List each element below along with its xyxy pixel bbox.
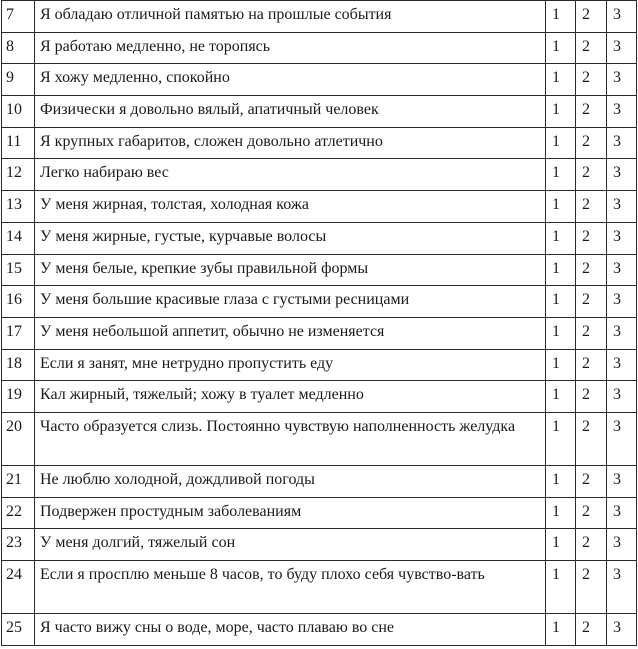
question-number: 18 [2, 349, 35, 381]
score-option-3[interactable]: 3 [607, 64, 637, 96]
question-number: 25 [2, 614, 35, 646]
score-option-1[interactable]: 1 [546, 412, 576, 465]
question-text: Часто образуется слизь. Постоянно чувствую наполненность желудка [35, 412, 546, 465]
question-text: У меня жирная, толстая, холодная кожа [35, 191, 546, 223]
score-option-3[interactable]: 3 [607, 412, 637, 465]
score-option-1[interactable]: 1 [546, 561, 576, 614]
score-option-2[interactable]: 2 [576, 412, 607, 465]
score-option-3[interactable]: 3 [607, 317, 637, 349]
question-row [2, 381, 637, 413]
question-number: 10 [2, 96, 35, 128]
question-number: 11 [2, 127, 35, 159]
score-option-1[interactable]: 1 [546, 381, 576, 413]
question-row [2, 614, 637, 646]
score-option-1[interactable]: 1 [546, 317, 576, 349]
score-option-2[interactable]: 2 [576, 529, 607, 561]
question-row [2, 32, 637, 64]
question-text: Подвержен простудным заболеваниям [35, 497, 546, 529]
question-text: Не люблю холодной, дождливой погоды [35, 465, 546, 497]
score-option-1[interactable]: 1 [546, 96, 576, 128]
score-option-1[interactable]: 1 [546, 32, 576, 64]
question-text: Если я просплю меньше 8 часов, то буду плохо себя чувство-вать [35, 561, 546, 614]
score-option-1[interactable]: 1 [546, 614, 576, 646]
score-option-2[interactable]: 2 [576, 1, 607, 33]
question-number: 15 [2, 254, 35, 286]
score-option-2[interactable]: 2 [576, 127, 607, 159]
question-number: 7 [2, 1, 35, 33]
score-option-1[interactable]: 1 [546, 222, 576, 254]
questionnaire-table [1, 0, 637, 646]
question-text: Если я занят, мне нетрудно пропустить еду [35, 349, 546, 381]
score-option-2[interactable]: 2 [576, 254, 607, 286]
question-text: У меня небольшой аппетит, обычно не изменяется [35, 317, 546, 349]
question-text: Я часто вижу сны о воде, море, часто плаваю во сне [35, 614, 546, 646]
score-option-2[interactable]: 2 [576, 497, 607, 529]
score-option-1[interactable]: 1 [546, 1, 576, 33]
question-row [2, 561, 637, 614]
score-option-3[interactable]: 3 [607, 159, 637, 191]
question-number: 20 [2, 412, 35, 465]
question-number: 17 [2, 317, 35, 349]
score-option-3[interactable]: 3 [607, 561, 637, 614]
score-option-3[interactable]: 3 [607, 191, 637, 223]
question-row [2, 64, 637, 96]
question-row [2, 497, 637, 529]
score-option-3[interactable]: 3 [607, 349, 637, 381]
score-option-1[interactable]: 1 [546, 191, 576, 223]
score-option-2[interactable]: 2 [576, 465, 607, 497]
score-option-1[interactable]: 1 [546, 254, 576, 286]
question-row [2, 412, 637, 465]
question-number: 19 [2, 381, 35, 413]
questionnaire-rows [2, 1, 637, 646]
question-text: Я хожу медленно, спокойно [35, 64, 546, 96]
score-option-1[interactable]: 1 [546, 286, 576, 318]
question-number: 12 [2, 159, 35, 191]
score-option-2[interactable]: 2 [576, 381, 607, 413]
score-option-3[interactable]: 3 [607, 127, 637, 159]
score-option-1[interactable]: 1 [546, 529, 576, 561]
question-text: Я работаю медленно, не торопясь [35, 32, 546, 64]
question-row [2, 317, 637, 349]
score-option-2[interactable]: 2 [576, 286, 607, 318]
score-option-1[interactable]: 1 [546, 349, 576, 381]
question-row [2, 96, 637, 128]
question-number: 23 [2, 529, 35, 561]
question-text: У меня белые, крепкие зубы правильной формы [35, 254, 546, 286]
question-text: Я крупных габаритов, сложен довольно атлетично [35, 127, 546, 159]
question-row [2, 529, 637, 561]
score-option-3[interactable]: 3 [607, 254, 637, 286]
score-option-3[interactable]: 3 [607, 1, 637, 33]
question-text: Я обладаю отличной памятью на прошлые события [35, 1, 546, 33]
question-text: Физически я довольно вялый, апатичный человек [35, 96, 546, 128]
question-row [2, 191, 637, 223]
question-row [2, 159, 637, 191]
score-option-1[interactable]: 1 [546, 64, 576, 96]
question-text: У меня большие красивые глаза с густыми ресницами [35, 286, 546, 318]
question-number: 24 [2, 561, 35, 614]
question-number: 8 [2, 32, 35, 64]
score-option-3[interactable]: 3 [607, 32, 637, 64]
score-option-2[interactable]: 2 [576, 159, 607, 191]
score-option-2[interactable]: 2 [576, 317, 607, 349]
question-number: 16 [2, 286, 35, 318]
question-row [2, 254, 637, 286]
score-option-1[interactable]: 1 [546, 159, 576, 191]
score-option-3[interactable]: 3 [607, 96, 637, 128]
question-number: 22 [2, 497, 35, 529]
score-option-1[interactable]: 1 [546, 497, 576, 529]
score-option-2[interactable]: 2 [576, 191, 607, 223]
question-number: 9 [2, 64, 35, 96]
question-row [2, 127, 637, 159]
score-option-1[interactable]: 1 [546, 127, 576, 159]
question-text: У меня долгий, тяжелый сон [35, 529, 546, 561]
question-text: Кал жирный, тяжелый; хожу в туалет медленно [35, 381, 546, 413]
score-option-2[interactable]: 2 [576, 349, 607, 381]
score-option-3[interactable]: 3 [607, 286, 637, 318]
score-option-3[interactable]: 3 [607, 614, 637, 646]
score-option-2[interactable]: 2 [576, 614, 607, 646]
question-row [2, 222, 637, 254]
question-number: 13 [2, 191, 35, 223]
question-row [2, 1, 637, 33]
question-number: 21 [2, 465, 35, 497]
score-option-2[interactable]: 2 [576, 222, 607, 254]
question-number: 14 [2, 222, 35, 254]
score-option-2[interactable]: 2 [576, 32, 607, 64]
question-row [2, 286, 637, 318]
score-option-3[interactable]: 3 [607, 497, 637, 529]
score-option-3[interactable]: 3 [607, 465, 637, 497]
question-row [2, 465, 637, 497]
question-text: У меня жирные, густые, курчавые волосы [35, 222, 546, 254]
score-option-3[interactable]: 3 [607, 381, 637, 413]
score-option-2[interactable]: 2 [576, 64, 607, 96]
score-option-2[interactable]: 2 [576, 96, 607, 128]
score-option-3[interactable]: 3 [607, 529, 637, 561]
score-option-2[interactable]: 2 [576, 561, 607, 614]
question-text: Легко набираю вес [35, 159, 546, 191]
score-option-1[interactable]: 1 [546, 465, 576, 497]
score-option-3[interactable]: 3 [607, 222, 637, 254]
question-row [2, 349, 637, 381]
